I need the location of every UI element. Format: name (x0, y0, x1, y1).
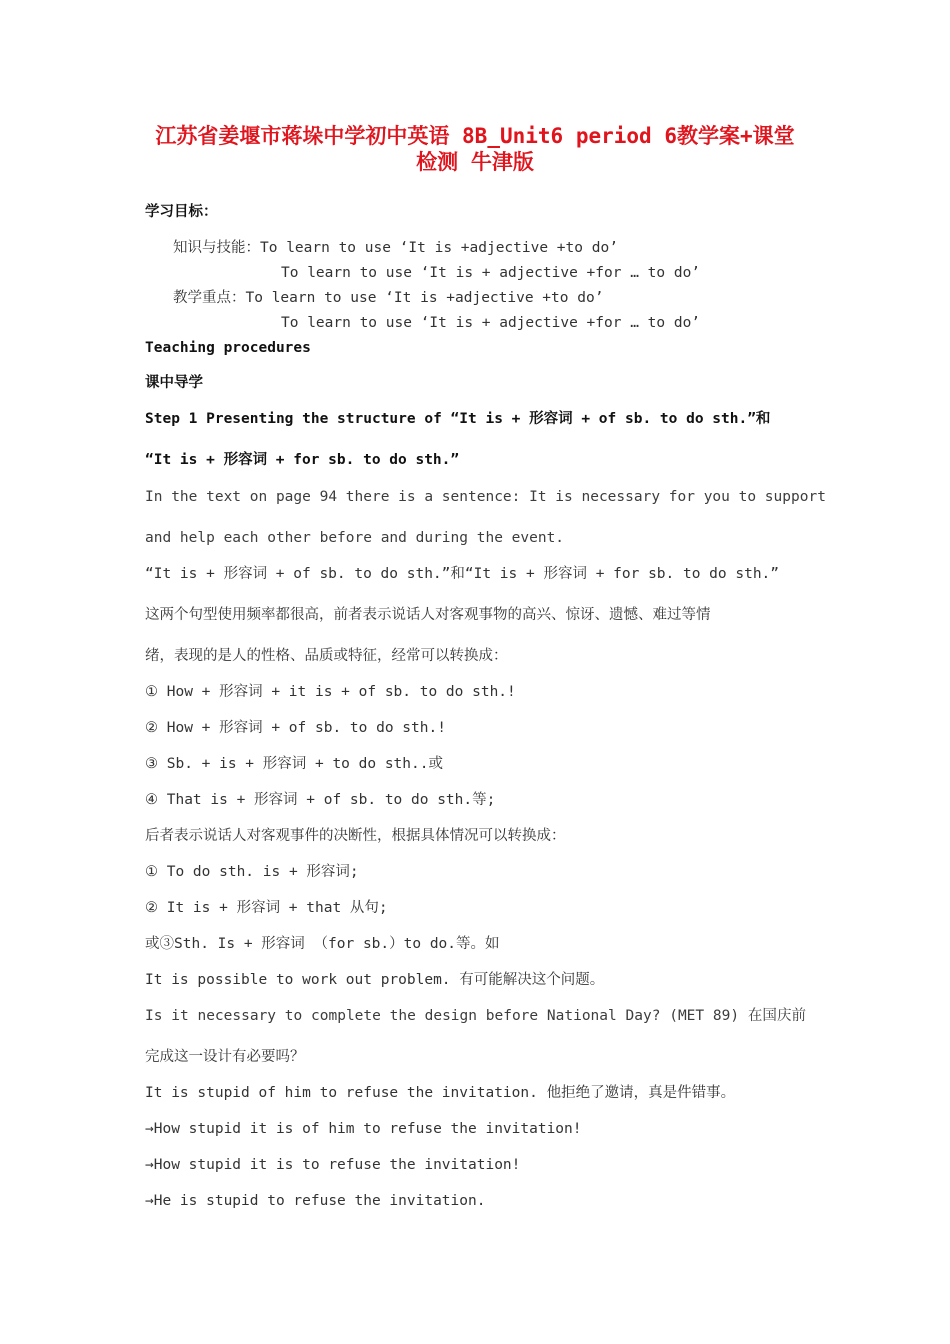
example-3-conversion-3: →He is stupid to refuse the invitation. (145, 1193, 486, 1209)
paragraph-3: 后者表示说话人对客观事件的决断性，根据具体情况可以转换成： (145, 828, 566, 844)
focus-label: 教学重点： (173, 290, 246, 306)
skills-label: 知识与技能： (173, 240, 260, 256)
focus-text-2: To learn to use ‘It is + adjective +for … to do’ (281, 315, 701, 331)
step1-line-1: Step 1 Presenting the structure of “It is + 形容词 + of sb. to do sth.”和 (145, 411, 771, 427)
focus-row-1 (173, 288, 603, 308)
list-b-item-3: 或③Sth. Is + 形容词 （for sb.）to do.等。如 (145, 936, 500, 952)
list-b-item-1: ① To do sth. is + 形容词; (145, 864, 359, 880)
in-class-heading: 课中导学 (145, 375, 203, 391)
paragraph-1-line-2: and help each other before and during the event. (145, 530, 565, 546)
paragraph-2-line-1: “It is + 形容词 + of sb. to do sth.”和“It is + 形容词 + for sb. to do sth.” (145, 566, 780, 582)
example-3-conversion-1: →How stupid it is of him to refuse the invitation! (145, 1121, 582, 1137)
procedures-heading: Teaching procedures (145, 340, 311, 356)
paragraph-1-line-1: In the text on page 94 there is a sentence: It is necessary for you to support (145, 489, 826, 505)
example-3-conversion-2: →How stupid it is to refuse the invitation! (145, 1157, 521, 1173)
example-2-line-2: 完成这一设计有必要吗？ (145, 1049, 305, 1065)
skills-text-1: To learn to use ‘It is +adjective +to do’ (260, 240, 618, 256)
example-3: It is stupid of him to refuse the invitation. 他拒绝了邀请，真是件错事。 (145, 1085, 736, 1101)
list-a-item-2: ② How + 形容词 + of sb. to do sth.! (145, 720, 446, 736)
paragraph-2-line-2: 这两个句型使用频率都很高，前者表示说话人对客观事物的高兴、惊讶、遗憾、难过等情 (145, 607, 711, 623)
list-a-item-3: ③ Sb. + is + 形容词 + to do sth..或 (145, 756, 443, 772)
document-title-line-2: 检测 牛津版 (416, 150, 534, 174)
example-2-line-1: Is it necessary to complete the design before National Day? (MET 89) 在国庆前 (145, 1008, 806, 1024)
example-1: It is possible to work out problem. 有可能解决这个问题。 (145, 972, 605, 988)
step1-line-2: “It is + 形容词 + for sb. to do sth.” (145, 452, 460, 468)
objectives-heading: 学习目标： (145, 204, 218, 220)
list-a-item-4: ④ That is + 形容词 + of sb. to do sth.等; (145, 792, 496, 808)
list-b-item-2: ② It is + 形容词 + that 从句; (145, 900, 388, 916)
skills-row-1 (173, 238, 618, 258)
paragraph-2-line-3: 绪，表现的是人的性格、品质或特征，经常可以转换成： (145, 648, 508, 664)
skills-text-2: To learn to use ‘It is + adjective +for … to do’ (281, 265, 701, 281)
document-title-line-1: 江苏省姜堰市蒋垛中学初中英语 8B_Unit6 period 6教学案+课堂 (155, 124, 795, 148)
focus-text-1: To learn to use ‘It is +adjective +to do’ (245, 290, 604, 306)
list-a-item-1: ① How + 形容词 + it is + of sb. to do sth.! (145, 684, 516, 700)
